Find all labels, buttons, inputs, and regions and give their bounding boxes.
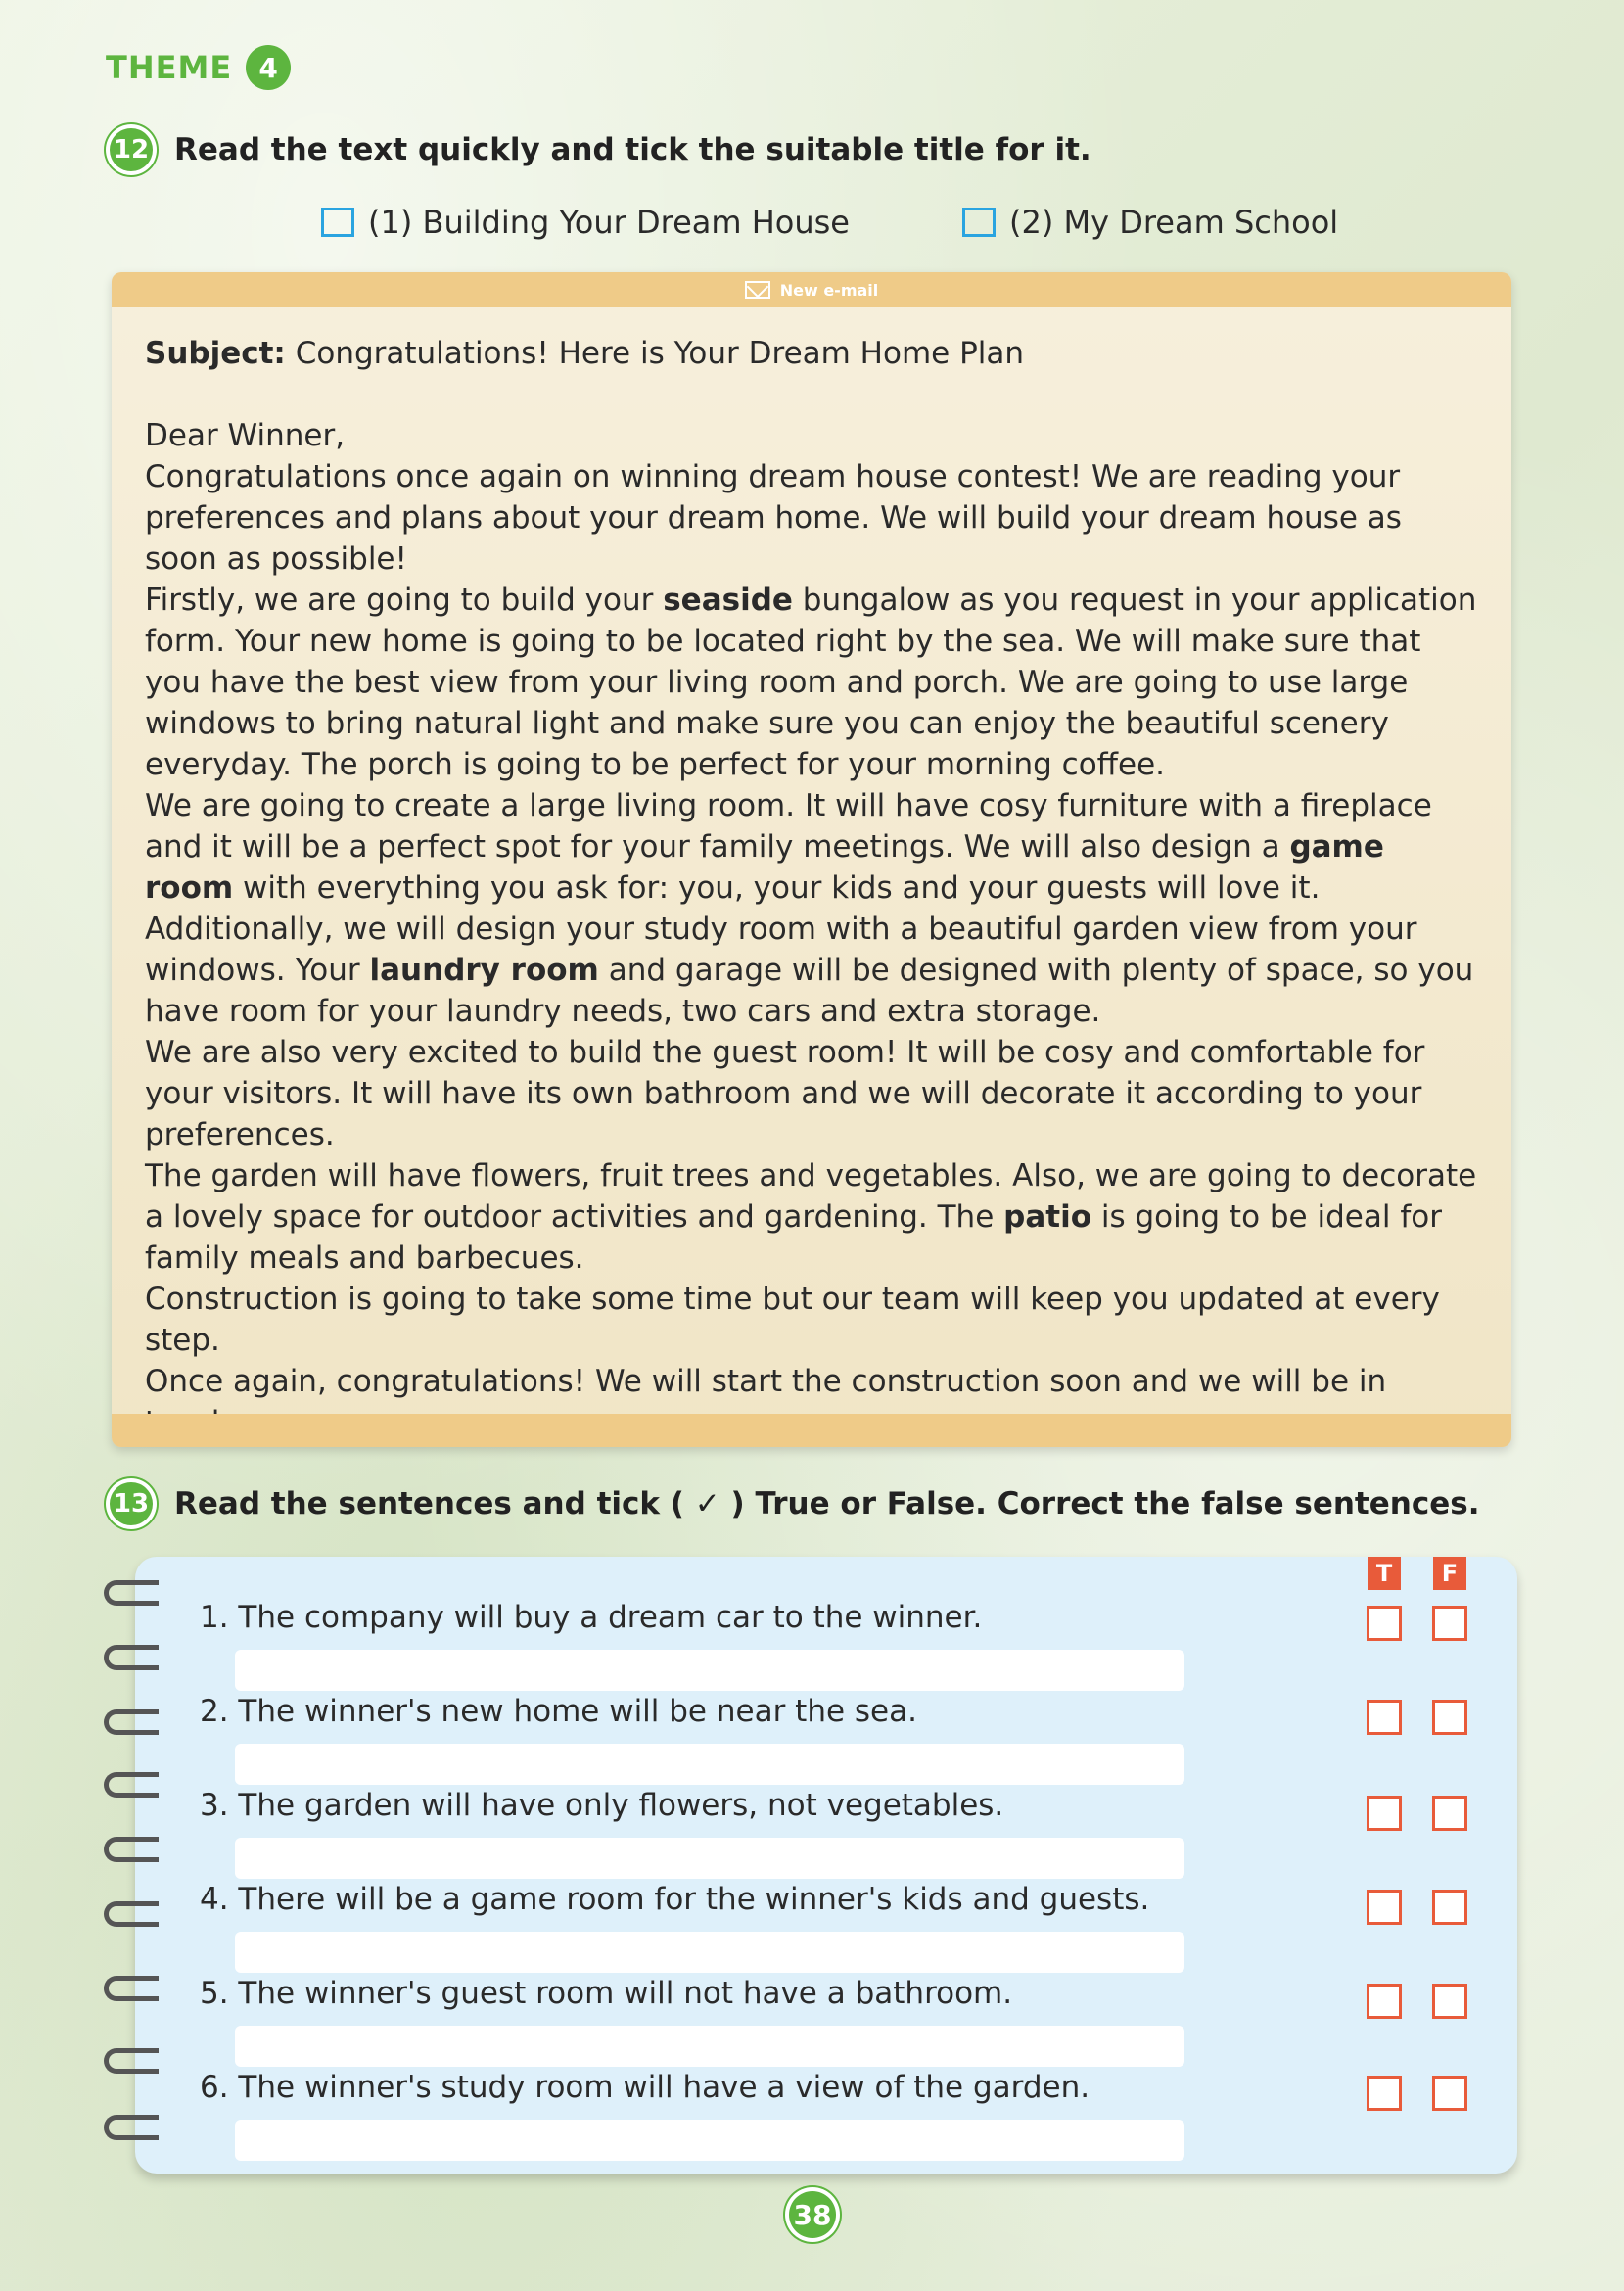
- exercise-13-instruction: Read the sentences and tick ( ✓ ) True or False. Correct the false sentences.: [174, 1486, 1480, 1521]
- true-checkbox-2[interactable]: [1367, 1700, 1402, 1735]
- correction-line-1[interactable]: [235, 1650, 1184, 1691]
- statement-4: 4. There will be a game room for the winner's kids and guests.: [200, 1882, 1150, 1917]
- title-option-2-label: (2) My Dream School: [1008, 204, 1339, 241]
- statement-5: 5. The winner's guest room will not have a bathroom.: [200, 1976, 1013, 2011]
- email-paragraph-5: We are also very excited to build the guest room! It will be cosy and comfortable for your visitors. It will have its own bathroom and we will decorate it according to your preferences.: [145, 1035, 1425, 1152]
- notebook-ring: [104, 1580, 159, 1606]
- statement-6: 6. The winner's study room will have a view of the garden.: [200, 2070, 1090, 2105]
- statement-2: 2. The winner's new home will be near the sea.: [200, 1694, 917, 1729]
- false-checkbox-6[interactable]: [1432, 2076, 1467, 2111]
- email-paragraph-3: [145, 785, 1478, 909]
- email-header-label: New e-mail: [779, 280, 879, 300]
- email-p3-text-c: with everything you ask for: you, your kids and your guests will love it.: [233, 870, 1321, 906]
- email-greeting: Dear Winner,: [145, 418, 346, 453]
- exercise-number-12: 12: [106, 124, 157, 175]
- email-footer-bar: [112, 1414, 1511, 1447]
- email-subject-label: Subject:: [145, 336, 286, 371]
- notebook-ring: [104, 2115, 159, 2140]
- email-p4-bold: laundry room: [369, 953, 599, 988]
- email-paragraph-7: Construction is going to take some time but our team will keep you updated at every step.: [145, 1282, 1440, 1358]
- email-p4-text-a: Additionally, we will design your study room with a beautiful garden view from your windows. Your: [145, 912, 1417, 988]
- title-option-1-checkbox[interactable]: [321, 208, 354, 237]
- notebook-ring: [104, 1645, 159, 1670]
- title-option-2-checkbox[interactable]: [962, 208, 996, 237]
- email-body: [112, 307, 1511, 1447]
- email-paragraph-4: [145, 909, 1478, 1032]
- email-p3-text-a: We are going to create a large living room. It will have cosy furniture with a fireplace and it will be a perfect spot for your family meetings. We will also design a: [145, 788, 1432, 865]
- exercise-12-header: [106, 124, 1091, 175]
- false-checkbox-1[interactable]: [1432, 1606, 1467, 1641]
- email-p3-bold: game room: [145, 829, 1384, 906]
- false-checkbox-5[interactable]: [1432, 1984, 1467, 2019]
- email-p6-text-c: is going to be ideal for family meals and barbecues.: [145, 1199, 1442, 1276]
- false-checkbox-3[interactable]: [1432, 1796, 1467, 1831]
- notebook-ring: [104, 1976, 159, 2001]
- correction-line-2[interactable]: [235, 1744, 1184, 1785]
- email-p2-bold: seaside: [663, 583, 793, 618]
- true-checkbox-1[interactable]: [1367, 1606, 1402, 1641]
- true-column-header: T: [1368, 1557, 1401, 1590]
- email-p6-bold: patio: [1003, 1199, 1091, 1235]
- title-option-1-label: (1) Building Your Dream House: [368, 204, 850, 241]
- statement-3: 3. The garden will have only flowers, not vegetables.: [200, 1788, 1004, 1823]
- notebook-ring: [104, 1772, 159, 1798]
- envelope-icon: [745, 281, 770, 299]
- email-subject-text: Congratulations! Here is Your Dream Home Plan: [295, 336, 1025, 371]
- false-checkbox-4[interactable]: [1432, 1890, 1467, 1925]
- page-number: 38: [785, 2187, 840, 2242]
- correction-line-4[interactable]: [235, 1932, 1184, 1973]
- email-card: [112, 272, 1511, 1447]
- correction-line-3[interactable]: [235, 1838, 1184, 1879]
- email-p6-text-a: The garden will have flowers, fruit trees and vegetables. Also, we are going to decorate a lovely space for outdoor activities and gardening. The: [145, 1158, 1477, 1235]
- correction-line-5[interactable]: [235, 2026, 1184, 2067]
- title-options: [321, 204, 1338, 241]
- notebook-ring: [104, 2048, 159, 2074]
- exercise-12-instruction: Read the text quickly and tick the suitable title for it.: [174, 132, 1091, 167]
- true-checkbox-5[interactable]: [1367, 1984, 1402, 2019]
- email-paragraph-8: Once again, congratulations! We will start the construction soon and we will be in: [145, 1364, 1387, 1399]
- title-option-1[interactable]: [321, 204, 850, 241]
- correction-line-6[interactable]: [235, 2120, 1184, 2161]
- exercise-number-13: 13: [106, 1478, 157, 1529]
- email-paragraph-2: [145, 580, 1478, 785]
- notebook-ring: [104, 1901, 159, 1927]
- true-checkbox-3[interactable]: [1367, 1796, 1402, 1831]
- notebook-ring: [104, 1709, 159, 1735]
- true-checkbox-4[interactable]: [1367, 1890, 1402, 1925]
- email-subject: [145, 333, 1478, 374]
- email-p4-text-c: and garage will be designed with plenty of space, so you have room for your laundry needs, two cars and extra storage.: [145, 953, 1474, 1029]
- false-checkbox-2[interactable]: [1432, 1700, 1467, 1735]
- theme-label: THEME: [106, 49, 233, 86]
- theme-number: 4: [246, 45, 291, 90]
- email-p2-text-a: Firstly, we are going to build your: [145, 583, 664, 618]
- email-p2-text-c: bungalow as you request in your application form. Your new home is going to be located right by the sea. We will make sure that you have the best view from your living room and porch. We are going to use large windows to bring natural light and make sure you can enjoy the beautiful scenery everyday. The porch is going to be perfect for your morning coffee.: [145, 583, 1477, 782]
- notebook-ring: [104, 1837, 159, 1862]
- email-paragraph-1: Congratulations once again on winning dream house contest! We are reading your preferences and plans about your dream home. We will build your dream house as soon as possible!: [145, 459, 1402, 577]
- email-paragraph-6: [145, 1155, 1478, 1279]
- title-option-2[interactable]: [962, 204, 1338, 241]
- exercise-13-header: [106, 1478, 1479, 1529]
- true-checkbox-6[interactable]: [1367, 2076, 1402, 2111]
- theme-header: [106, 45, 291, 90]
- email-header-bar: [112, 272, 1511, 307]
- false-column-header: F: [1433, 1557, 1466, 1590]
- statement-1: 1. The company will buy a dream car to the winner.: [200, 1600, 983, 1635]
